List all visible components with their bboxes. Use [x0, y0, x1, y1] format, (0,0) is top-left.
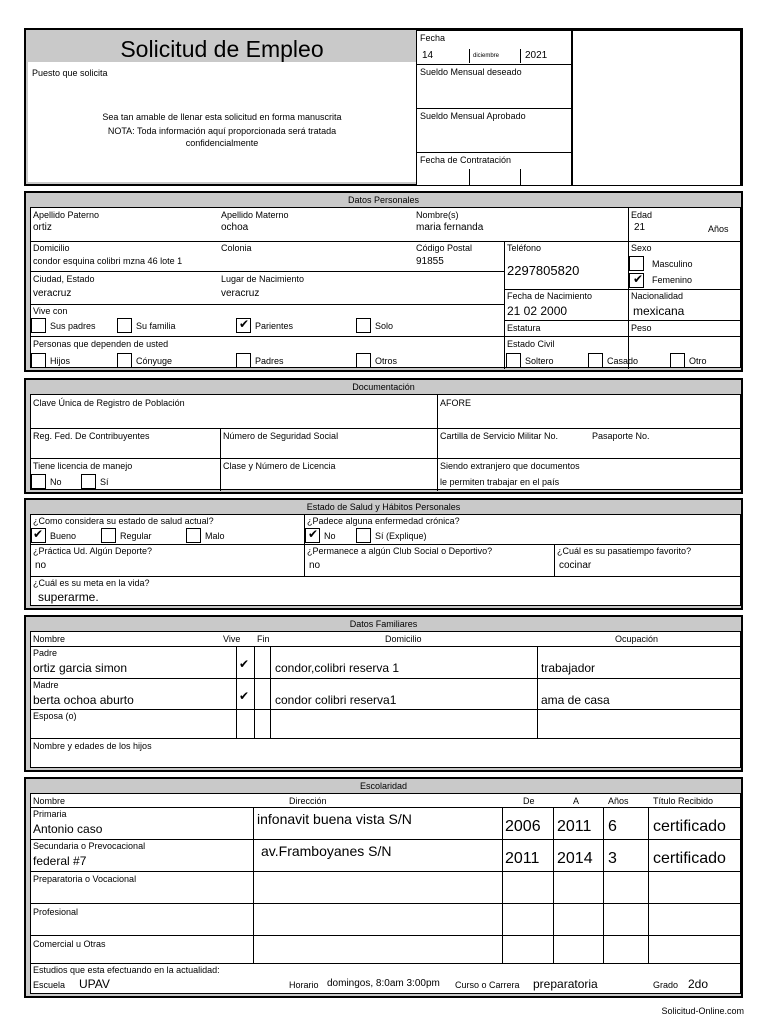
school-col-title: Título Recibido	[653, 796, 714, 806]
position-label: Puesto que solicita	[32, 68, 108, 78]
female-check-icon: ✔	[633, 272, 644, 286]
address-label: Domicilio	[33, 243, 70, 253]
club-question: ¿Permanece a algún Club Social o Deportivo?	[307, 546, 493, 556]
family-body	[30, 631, 741, 768]
desired-salary-label: Sueldo Mensual deseado	[420, 67, 522, 77]
primary-address[interactable]: infonavit buena vista S/N	[257, 811, 412, 827]
grade-value[interactable]: 2do	[688, 977, 709, 991]
spouse-label: Cónyuge	[136, 356, 173, 366]
school-col-years: Años	[608, 796, 629, 806]
primary-title[interactable]: certificado	[653, 818, 726, 835]
health-body	[30, 514, 741, 606]
single-checkbox[interactable]	[506, 353, 521, 368]
height-label: Estatura	[507, 323, 541, 333]
city-value[interactable]: veracruz	[33, 288, 72, 299]
personal-section	[24, 191, 743, 372]
family-col-name: Nombre	[33, 634, 66, 644]
chronic-yes-checkbox[interactable]	[356, 528, 371, 543]
family-checkbox[interactable]	[117, 318, 132, 333]
dependents-label: Personas que dependen de usted	[33, 339, 169, 349]
children-checkbox[interactable]	[31, 353, 46, 368]
married-checkbox[interactable]	[588, 353, 603, 368]
header-section	[24, 28, 743, 186]
schedule-label: Horario	[289, 980, 319, 990]
health-good-check-icon: ✔	[33, 527, 44, 541]
birthdate-label: Fecha de Nacimiento	[507, 291, 593, 301]
primary-name[interactable]: Antonio caso	[33, 822, 103, 836]
family-title: Datos Familiares	[349, 619, 418, 629]
children-label: Hijos	[50, 356, 71, 366]
father-label: Padre	[33, 648, 58, 658]
maternal-label: Apellido Materno	[221, 210, 289, 220]
approved-salary-label: Sueldo Mensual Aprobado	[420, 111, 526, 121]
father-name[interactable]: ortiz garcia simon	[33, 661, 128, 675]
single-label: Soltero	[525, 356, 554, 366]
schedule-value[interactable]: domingos, 8:0am 3:00pm	[327, 978, 440, 989]
hobby-value[interactable]: cocinar	[559, 560, 592, 571]
mother-alive-check-icon: ✔	[239, 689, 250, 703]
goal-value[interactable]: superarme.	[38, 590, 99, 604]
family-col-alive: Vive	[223, 634, 241, 644]
maternal-value[interactable]: ochoa	[221, 222, 249, 233]
school-col-address: Dirección	[289, 796, 327, 806]
license-no-checkbox[interactable]	[31, 474, 46, 489]
city-label: Ciudad, Estado	[33, 274, 95, 284]
father-address[interactable]: condor,colibri reserva 1	[275, 661, 400, 675]
current-school-label: Escuela	[33, 980, 66, 990]
mother-label: Madre	[33, 680, 59, 690]
secondary-title[interactable]: certificado	[653, 850, 726, 867]
other-checkbox[interactable]	[670, 353, 685, 368]
foreign-line-2: le permiten trabajar en el país	[440, 477, 560, 487]
parents-label: Sus padres	[50, 321, 96, 331]
photo-box	[572, 30, 741, 186]
primary-years[interactable]: 6	[608, 818, 617, 835]
others-checkbox[interactable]	[356, 353, 371, 368]
sport-value[interactable]: no	[35, 560, 47, 571]
male-checkbox[interactable]	[629, 256, 644, 271]
secondary-name[interactable]: federal #7	[33, 854, 87, 868]
passport-label: Pasaporte No.	[592, 431, 650, 441]
course-value[interactable]: preparatoria	[533, 977, 598, 991]
chronic-question: ¿Padece alguna enfermedad crónica?	[307, 516, 460, 526]
others-label: Otros	[375, 356, 398, 366]
license-yes-checkbox[interactable]	[81, 474, 96, 489]
hire-date-label: Fecha de Contratación	[420, 155, 512, 165]
footer-source: Solicitud-Online.com	[661, 1006, 744, 1016]
birthdate-value[interactable]: 21 02 2000	[507, 304, 568, 318]
secondary-from[interactable]: 2011	[505, 850, 540, 867]
paternal-value[interactable]: ortiz	[33, 222, 52, 233]
health-bad-checkbox[interactable]	[186, 528, 201, 543]
address-value[interactable]: condor esquina colibri mzna 46 lote 1	[33, 256, 183, 266]
commercial-label: Comercial u Otras	[33, 939, 106, 949]
family-col-job: Ocupación	[615, 634, 659, 644]
mother-job[interactable]: ama de casa	[541, 693, 610, 707]
spouse-checkbox[interactable]	[117, 353, 132, 368]
note-line-1: NOTA: Toda información aquí proporcionada será tratada	[107, 126, 337, 136]
prep-label: Preparatoria o Vocacional	[33, 874, 137, 884]
female-label: Femenino	[652, 275, 693, 285]
father-job[interactable]: trabajador	[541, 661, 596, 675]
birthplace-label: Lugar de Nacimiento	[221, 274, 305, 284]
weight-label: Peso	[631, 323, 652, 333]
other-label: Otro	[689, 356, 707, 366]
license-label: Tiene licencia de manejo	[33, 461, 133, 471]
documents-title: Documentación	[352, 382, 415, 392]
age-label: Edad	[631, 210, 653, 220]
relatives-label: Parientes	[255, 321, 294, 331]
school-col-from: De	[523, 796, 535, 806]
married-label: Casado	[607, 356, 639, 366]
spouse-row-label: Esposa (o)	[33, 711, 77, 721]
parents-checkbox[interactable]	[31, 318, 46, 333]
health-question: ¿Como considera su estado de salud actual?	[33, 516, 214, 526]
club-value[interactable]: no	[309, 560, 321, 571]
civil-label: Estado Civil	[507, 339, 555, 349]
school-col-to: A	[573, 796, 580, 806]
date-year[interactable]: 2021	[525, 50, 548, 61]
father-alive-check-icon: ✔	[239, 657, 250, 671]
header-left-box	[28, 32, 416, 182]
family-label: Su familia	[136, 321, 176, 331]
secondary-address[interactable]: av.Framboyanes S/N	[261, 843, 392, 859]
rfc-label: Reg. Fed. De Contribuyentes	[33, 431, 150, 441]
secondary-to[interactable]: 2014	[557, 850, 593, 867]
relatives-check-icon: ✔	[239, 317, 250, 331]
sex-label: Sexo	[631, 243, 652, 253]
license-class-label: Clase y Número de Licencia	[223, 461, 336, 471]
school-section	[24, 777, 743, 998]
zip-label: Código Postal	[416, 243, 473, 253]
health-regular-checkbox[interactable]	[101, 528, 116, 543]
mother-name[interactable]: berta ochoa aburto	[33, 693, 134, 707]
header-right-box	[416, 30, 572, 186]
license-no-label: No	[50, 477, 62, 487]
age-unit: Años	[708, 224, 729, 234]
form-title: Solicitud de Empleo	[28, 32, 416, 62]
goal-question: ¿Cuál es su meta en la vida?	[33, 578, 150, 588]
current-school-value[interactable]: UPAV	[79, 977, 110, 991]
health-section	[24, 498, 743, 610]
chronic-no-check-icon: ✔	[308, 527, 319, 541]
documents-section	[24, 378, 743, 494]
names-label: Nombre(s)	[416, 210, 459, 220]
nss-label: Número de Seguridad Social	[223, 431, 339, 441]
family-col-dead: Fin	[257, 634, 270, 644]
documents-body	[30, 394, 741, 490]
foreign-line-1: Siendo extranjero que documentos	[440, 461, 580, 471]
alone-checkbox[interactable]	[356, 318, 371, 333]
parents2-label: Padres	[255, 356, 284, 366]
health-good-label: Bueno	[50, 531, 77, 541]
alone-label: Solo	[375, 321, 394, 331]
instruction-text: Sea tan amable de llenar esta solicitud en forma manuscrita	[102, 112, 342, 122]
school-col-name: Nombre	[33, 796, 66, 806]
license-yes-label: Sí	[100, 477, 109, 487]
military-label: Cartilla de Servicio Militar No.	[440, 431, 559, 441]
family-section	[24, 615, 743, 772]
school-title: Escolaridad	[359, 781, 408, 791]
school-body	[30, 793, 741, 994]
nationality-label: Nacionalidad	[631, 291, 684, 301]
primary-label: Primaria	[33, 809, 67, 819]
sport-question: ¿Práctica Ud. Algún Deporte?	[33, 546, 153, 556]
health-regular-label: Regular	[120, 531, 152, 541]
colony-label: Colonia	[221, 243, 252, 253]
chronic-yes-label: Sí (Explique)	[375, 531, 427, 541]
date-month[interactable]: diciembre	[473, 53, 500, 59]
date-day[interactable]: 14	[422, 50, 434, 61]
date-label: Fecha	[420, 33, 446, 43]
chronic-no-label: No	[324, 531, 336, 541]
family-col-address: Domicilio	[385, 634, 422, 644]
zip-value[interactable]: 91855	[416, 256, 444, 267]
course-label: Curso o Carrera	[455, 980, 520, 990]
grade-label: Grado	[653, 980, 679, 990]
male-label: Masculino	[652, 259, 693, 269]
secondary-label: Secundaria o Prevocacional	[33, 841, 146, 851]
prof-label: Profesional	[33, 907, 79, 917]
health-bad-label: Malo	[205, 531, 225, 541]
birthplace-value[interactable]: veracruz	[221, 288, 260, 299]
health-title: Estado de Salud y Hábitos Personales	[306, 502, 461, 512]
note-line-2: confidencialmente	[185, 138, 259, 148]
personal-title: Datos Personales	[347, 195, 420, 205]
hobby-question: ¿Cuál es su pasatiempo favorito?	[557, 546, 692, 556]
nationality-value[interactable]: mexicana	[633, 304, 685, 318]
parents2-checkbox[interactable]	[236, 353, 251, 368]
mother-address[interactable]: condor colibri reserva1	[275, 693, 397, 707]
lives-with-label: Vive con	[33, 306, 68, 316]
paternal-label: Apellido Paterno	[33, 210, 100, 220]
phone-label: Teléfono	[507, 243, 542, 253]
age-value[interactable]: 21	[634, 222, 646, 233]
current-studies-label: Estudios que esta efectuando en la actualidad:	[33, 965, 220, 975]
secondary-years[interactable]: 3	[608, 850, 617, 867]
primary-from[interactable]: 2006	[505, 818, 541, 835]
afore-label: AFORE	[440, 398, 472, 408]
phone-value[interactable]: 2297805820	[507, 263, 580, 278]
primary-to[interactable]: 2011	[557, 818, 592, 835]
names-value[interactable]: maria fernanda	[416, 222, 484, 233]
personal-body	[30, 207, 741, 368]
curp-label: Clave Única de Registro de Población	[33, 398, 185, 408]
kids-row-label: Nombre y edades de los hijos	[33, 741, 152, 751]
